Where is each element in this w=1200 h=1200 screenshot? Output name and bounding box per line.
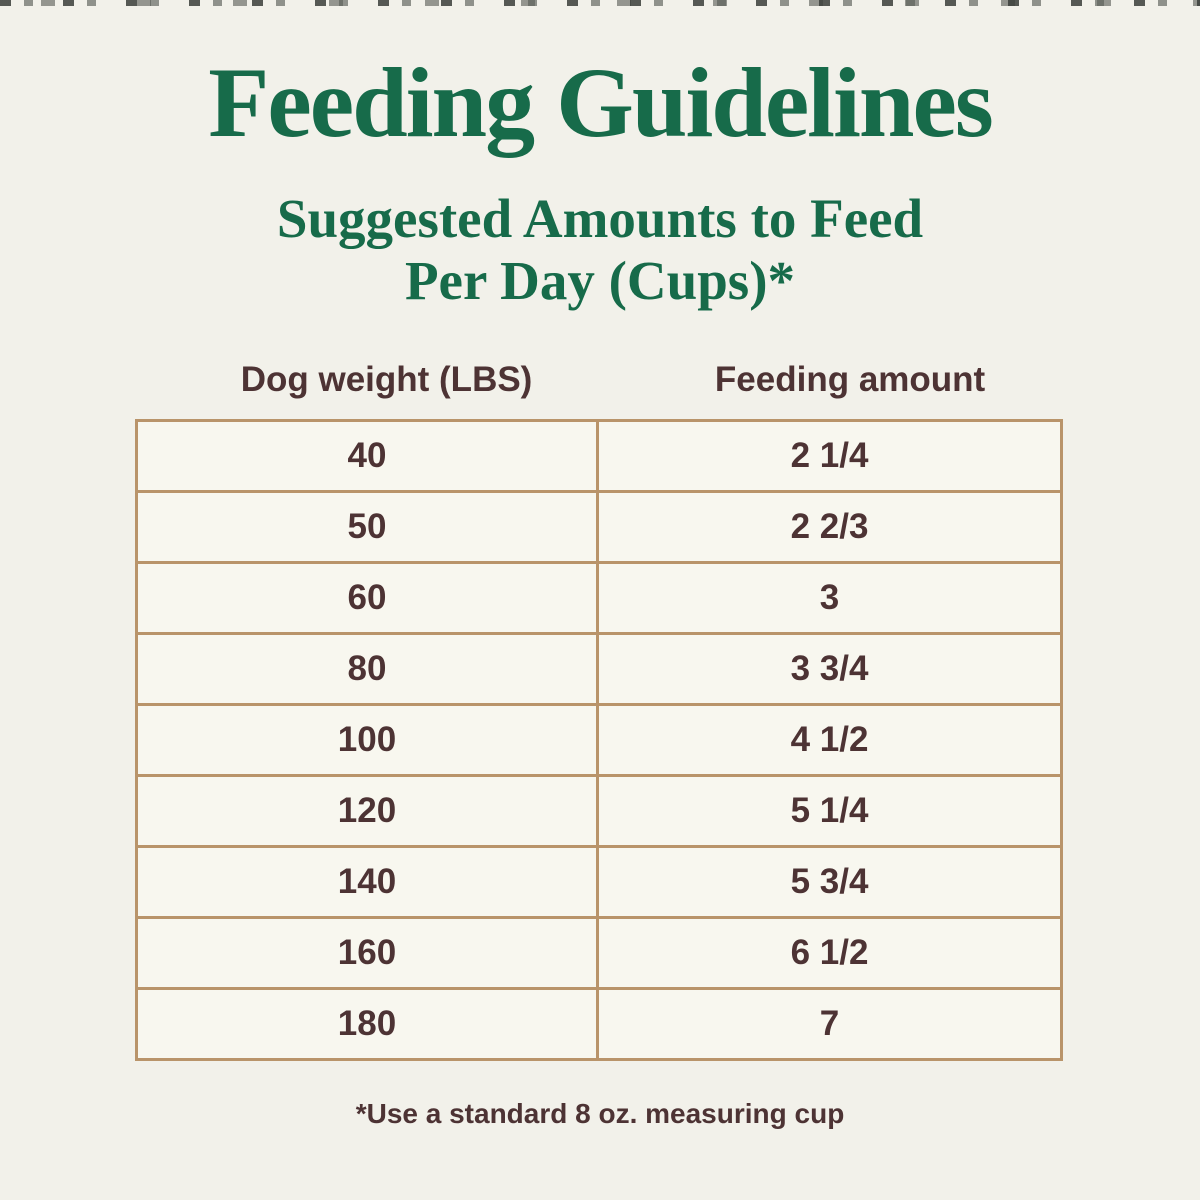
cropped-image-edge-artifact: [0, 0, 1200, 6]
feeding-amount-value: 2 2/3: [790, 507, 869, 546]
footnote: *Use a standard 8 oz. measuring cup: [355, 1098, 845, 1129]
table-row: [138, 990, 1060, 1058]
table-row: [138, 635, 1060, 706]
dog-weight-value: 140: [138, 848, 599, 916]
table-row: [138, 706, 1060, 777]
feeding-amount-value: 6 1/2: [790, 933, 869, 972]
page-subtitle: [0, 188, 1200, 312]
dog-weight-value: 100: [138, 706, 599, 774]
feeding-amount-value: 3: [819, 578, 840, 617]
dog-weight-value: 60: [138, 564, 599, 632]
feeding-amount-value: 2 1/4: [790, 436, 869, 475]
table-row: [138, 422, 1060, 493]
feeding-amount-value: 7: [819, 1004, 840, 1043]
dog-weight-value: 160: [138, 919, 599, 987]
table-row: [138, 564, 1060, 635]
table-column-headers: [155, 360, 1083, 400]
subtitle-line-1: Suggested Amounts to Feed: [276, 188, 924, 249]
feeding-amount-value: 3 3/4: [790, 649, 869, 688]
table-row: [138, 848, 1060, 919]
dog-weight-value: 180: [138, 990, 599, 1058]
dog-weight-value: 40: [138, 422, 599, 490]
page-title: Feeding Guidelines: [208, 47, 992, 158]
feeding-table: [135, 419, 1063, 1061]
subtitle-line-2: Per Day (Cups)*: [404, 250, 796, 312]
dog-weight-value: 80: [138, 635, 599, 703]
dog-weight-value: 120: [138, 777, 599, 845]
column-header-feeding-amount: Feeding amount: [714, 360, 986, 399]
feeding-amount-value: 5 1/4: [790, 791, 869, 830]
table-row: [138, 777, 1060, 848]
table-row: [138, 493, 1060, 564]
column-header-dog-weight: Dog weight (LBS): [240, 360, 533, 399]
feeding-amount-value: 5 3/4: [790, 862, 869, 901]
table-row: [138, 919, 1060, 990]
dog-weight-value: 50: [138, 493, 599, 561]
feeding-amount-value: 4 1/2: [790, 720, 869, 759]
